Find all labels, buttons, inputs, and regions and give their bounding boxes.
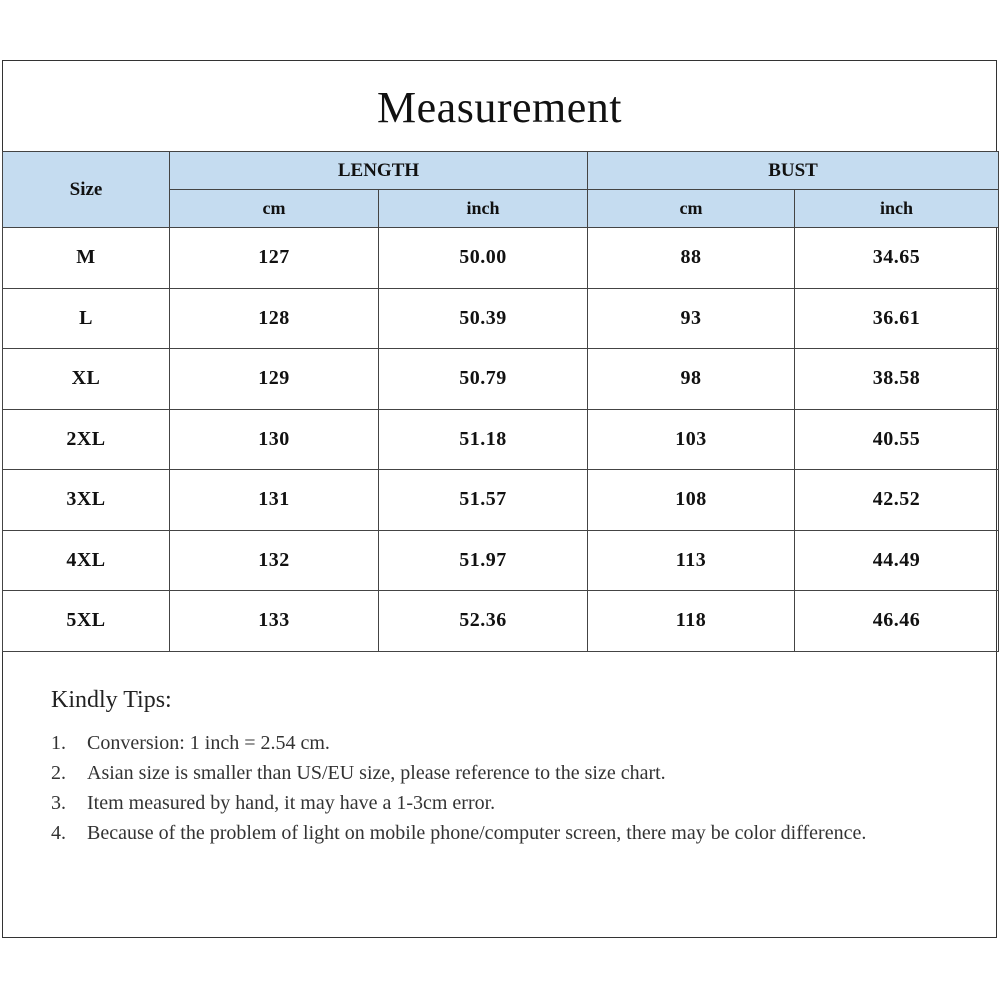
size-cell: 4XL (3, 530, 170, 591)
size-chart-table (2, 151, 999, 652)
tip-text: Asian size is smaller than US/EU size, please reference to the size chart. (87, 762, 666, 784)
size-cell: M (3, 228, 170, 289)
bust-inch-cell: 38.58 (795, 349, 999, 410)
list-item (51, 758, 951, 788)
bust-inch-cell: 36.61 (795, 288, 999, 349)
bust-inch-header: inch (795, 190, 999, 228)
tips-title: Kindly Tips: (51, 687, 172, 713)
bust-cm-cell: 98 (588, 349, 795, 410)
tip-text: Conversion: 1 inch = 2.54 cm. (87, 732, 330, 754)
tip-number: 1. (51, 732, 66, 754)
length-inch-header: inch (379, 190, 588, 228)
size-cell: 5XL (3, 591, 170, 652)
measurement-panel (2, 60, 997, 938)
length-inch-cell: 50.39 (379, 288, 588, 349)
bust-cm-cell: 88 (588, 228, 795, 289)
tip-text: Item measured by hand, it may have a 1-3cm error. (87, 792, 496, 814)
bust-cm-cell: 103 (588, 409, 795, 470)
page-title: Measurement (377, 82, 622, 132)
length-inch-cell: 51.18 (379, 409, 588, 470)
length-group-header: LENGTH (170, 152, 588, 190)
tip-number: 2. (51, 762, 66, 784)
bust-cm-cell: 108 (588, 470, 795, 531)
bust-group-header: BUST (588, 152, 999, 190)
length-inch-cell: 50.79 (379, 349, 588, 410)
length-cm-cell: 129 (170, 349, 379, 410)
bust-inch-cell: 34.65 (795, 228, 999, 289)
length-cm-cell: 131 (170, 470, 379, 531)
bust-inch-cell: 46.46 (795, 591, 999, 652)
size-cell: L (3, 288, 170, 349)
bust-inch-cell: 40.55 (795, 409, 999, 470)
tip-number: 4. (51, 822, 66, 844)
table-row (3, 349, 999, 410)
length-inch-cell: 50.00 (379, 228, 588, 289)
length-cm-cell: 133 (170, 591, 379, 652)
size-cell: 3XL (3, 470, 170, 531)
table-row (3, 288, 999, 349)
length-inch-cell: 52.36 (379, 591, 588, 652)
length-cm-cell: 132 (170, 530, 379, 591)
size-cell: 2XL (3, 409, 170, 470)
length-cm-cell: 130 (170, 409, 379, 470)
list-item (51, 818, 951, 848)
bust-inch-cell: 44.49 (795, 530, 999, 591)
length-cm-header: cm (170, 190, 379, 228)
table-row (3, 409, 999, 470)
bust-inch-cell: 42.52 (795, 470, 999, 531)
length-cm-cell: 127 (170, 228, 379, 289)
length-inch-cell: 51.57 (379, 470, 588, 531)
tip-number: 3. (51, 792, 66, 814)
table-row (3, 530, 999, 591)
kindly-tips (51, 687, 951, 848)
list-item (51, 728, 951, 758)
length-inch-cell: 51.97 (379, 530, 588, 591)
size-cell: XL (3, 349, 170, 410)
table-row (3, 228, 999, 289)
tips-list (51, 728, 951, 848)
length-cm-cell: 128 (170, 288, 379, 349)
bust-cm-cell: 113 (588, 530, 795, 591)
bust-cm-cell: 118 (588, 591, 795, 652)
list-item (51, 788, 951, 818)
size-column-header: Size (3, 152, 170, 228)
tip-text: Because of the problem of light on mobile phone/computer screen, there may be color difference. (87, 822, 867, 844)
bust-cm-header: cm (588, 190, 795, 228)
table-row (3, 591, 999, 652)
bust-cm-cell: 93 (588, 288, 795, 349)
table-row (3, 470, 999, 531)
